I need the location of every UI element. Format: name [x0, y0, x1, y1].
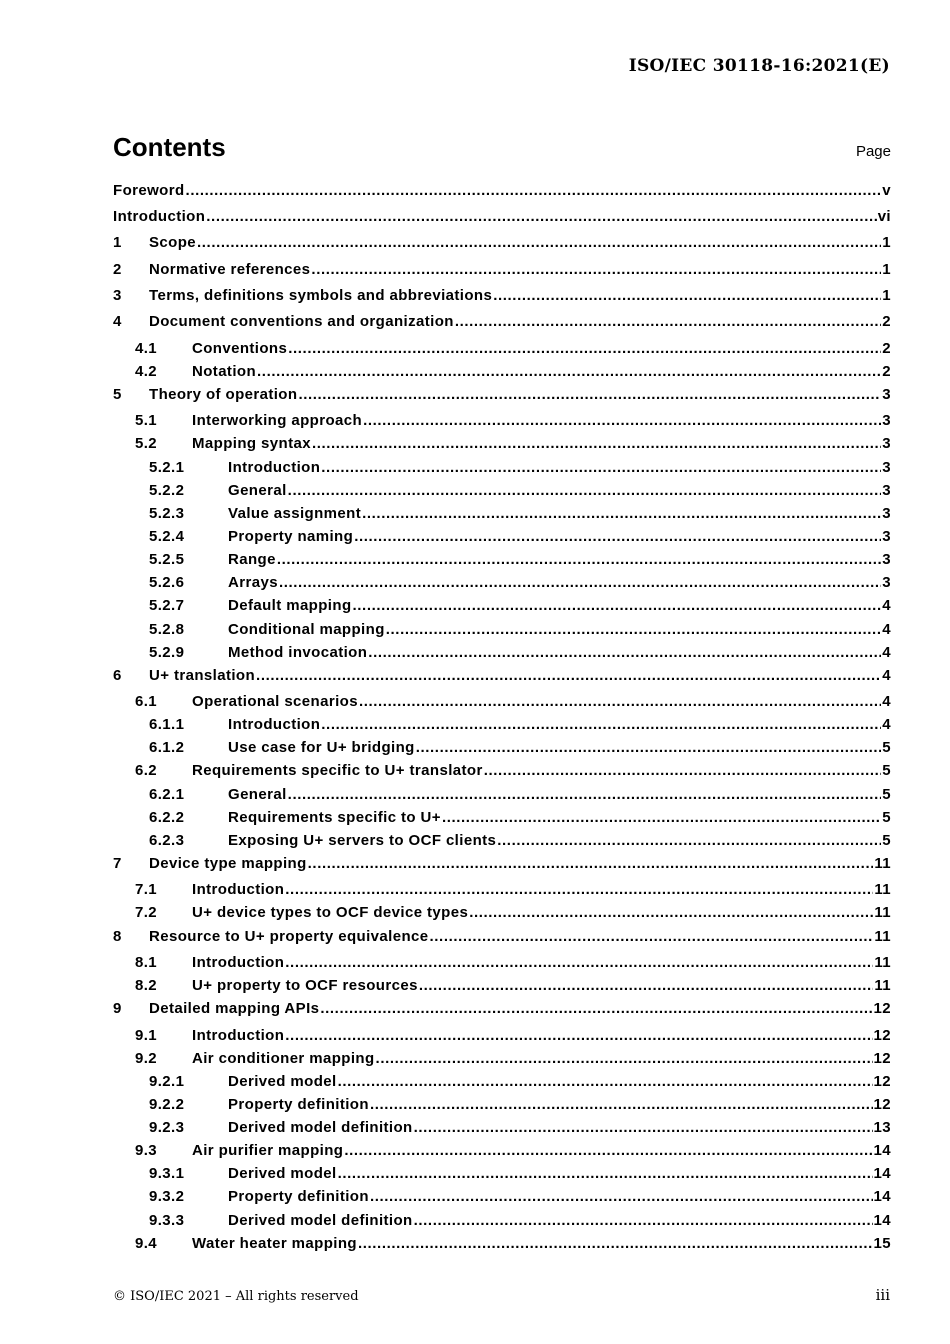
toc-entry-page[interactable]: 14	[873, 1165, 891, 1182]
toc-entry-label[interactable]: Conditional mapping	[228, 621, 385, 638]
dot-leader	[186, 181, 882, 201]
toc-entry-number: 9.3	[135, 1142, 158, 1159]
toc-entry[interactable]	[113, 1211, 891, 1231]
toc-entry-page[interactable]: 4	[882, 621, 891, 638]
toc-entry-label[interactable]: Introduction	[113, 208, 206, 225]
toc-entry[interactable]	[113, 286, 891, 306]
toc-entry-page[interactable]: 3	[882, 386, 891, 403]
toc-entry-page[interactable]: 11	[874, 881, 891, 898]
toc-entry-number: 5.2.8	[149, 621, 185, 638]
toc-entry-page[interactable]: 4	[882, 644, 891, 661]
toc-entry-page[interactable]: 3	[882, 412, 891, 429]
toc-entry-number: 7.2	[135, 904, 158, 921]
toc-entry-page[interactable]: 5	[882, 786, 891, 803]
toc-entry[interactable]	[113, 596, 891, 616]
dot-leader	[321, 458, 881, 478]
toc-entry-page[interactable]: 3	[882, 574, 891, 591]
toc-entry-label[interactable]: Range	[228, 551, 276, 568]
toc-entry-page[interactable]: 12	[873, 1000, 891, 1017]
toc-entry-number: 6.1.2	[149, 739, 185, 756]
toc-entry-label[interactable]: Terms, definitions symbols and abbreviations	[149, 287, 493, 304]
page-number: iii	[875, 1286, 890, 1304]
toc-entry-label[interactable]: Arrays	[228, 574, 278, 591]
toc-entry[interactable]	[113, 1164, 891, 1184]
toc-entry-number: 9.2.3	[149, 1119, 185, 1136]
toc-entry[interactable]	[113, 411, 891, 431]
dot-leader	[484, 761, 882, 781]
toc-entry-number: 9.2.2	[149, 1096, 185, 1113]
toc-entry-label[interactable]: Introduction	[192, 881, 285, 898]
toc-entry-number: 6.2	[135, 762, 158, 779]
dot-leader	[344, 1141, 872, 1161]
toc-entry[interactable]	[113, 1187, 891, 1207]
toc-entry-page[interactable]: 2	[882, 340, 891, 357]
dot-leader	[257, 362, 881, 382]
toc-entry-label[interactable]: Introduction	[192, 1027, 285, 1044]
dot-leader	[368, 643, 881, 663]
toc-entry-label[interactable]: Resource to U+ property equivalence	[149, 928, 429, 945]
toc-entry[interactable]	[113, 339, 891, 359]
toc-entry[interactable]	[113, 504, 891, 524]
toc-entry-number: 5.2.6	[149, 574, 185, 591]
toc-entry-page[interactable]: 3	[882, 528, 891, 545]
toc-entry[interactable]	[113, 481, 891, 501]
toc-entry[interactable]	[113, 999, 891, 1019]
toc-entry-page[interactable]: 3	[882, 482, 891, 499]
toc-entry-label[interactable]: Device type mapping	[149, 855, 307, 872]
toc-entry-page[interactable]: 11	[874, 977, 891, 994]
toc-entry-page[interactable]: 4	[882, 597, 891, 614]
dot-leader	[308, 854, 874, 874]
dot-leader	[312, 434, 881, 454]
toc-entry[interactable]	[113, 1141, 891, 1161]
toc-entry-label[interactable]: Derived model definition	[228, 1119, 413, 1136]
toc-entry[interactable]	[113, 181, 891, 201]
toc-entry-label[interactable]: Introduction	[228, 459, 321, 476]
dot-leader	[363, 411, 881, 431]
dot-leader	[455, 312, 881, 332]
toc-entry-number: 5.2	[135, 435, 158, 452]
toc-entry-page[interactable]: 4	[882, 716, 891, 733]
dot-leader	[414, 1211, 873, 1231]
toc-entry-page[interactable]: 1	[882, 234, 891, 251]
toc-entry-page[interactable]: 13	[873, 1119, 891, 1136]
toc-entry-label[interactable]: Water heater mapping	[192, 1235, 357, 1252]
toc-entry-number: 9.3.2	[149, 1188, 185, 1205]
dot-leader	[197, 233, 881, 253]
toc-entry-page[interactable]: 11	[874, 855, 891, 872]
toc-entry-number: 5.1	[135, 412, 158, 429]
toc-entry-label[interactable]: Air purifier mapping	[192, 1142, 344, 1159]
toc-entry-number: 9.4	[135, 1235, 158, 1252]
toc-entry[interactable]	[113, 927, 891, 947]
dot-leader	[277, 550, 881, 570]
dot-leader	[285, 1026, 872, 1046]
toc-entry-page[interactable]: 5	[882, 809, 891, 826]
copyright-notice: © ISO/IEC 2021 – All rights reserved	[113, 1289, 359, 1304]
toc-entry-page[interactable]: 2	[882, 363, 891, 380]
toc-entry-page[interactable]: 12	[873, 1073, 891, 1090]
toc-entry[interactable]	[113, 260, 891, 280]
toc-entry[interactable]	[113, 233, 891, 253]
toc-entry-page[interactable]: 11	[874, 904, 891, 921]
toc-entry[interactable]	[113, 738, 891, 758]
toc-entry-number: 9	[113, 1000, 122, 1017]
toc-entry-number: 5.2.7	[149, 597, 185, 614]
toc-entry[interactable]	[113, 458, 891, 478]
toc-entry-number: 9.2	[135, 1050, 158, 1067]
toc-entry-number: 6.1.1	[149, 716, 185, 733]
toc-entry[interactable]	[113, 831, 891, 851]
toc-entry-label[interactable]: U+ device types to OCF device types	[192, 904, 469, 921]
dot-leader	[298, 385, 881, 405]
dot-leader	[338, 1164, 873, 1184]
toc-entry-label[interactable]: Air conditioner mapping	[192, 1050, 375, 1067]
toc-entry-label[interactable]: Detailed mapping APIs	[149, 1000, 320, 1017]
toc-entry[interactable]	[113, 785, 891, 805]
toc-entry[interactable]	[113, 643, 891, 663]
toc-entry-number: 8	[113, 928, 122, 945]
dot-leader	[288, 785, 882, 805]
dot-leader	[419, 976, 873, 996]
toc-entry-page[interactable]: vi	[877, 208, 891, 225]
toc-entry-number: 9.3.3	[149, 1212, 185, 1229]
toc-entry[interactable]	[113, 854, 891, 874]
toc-entry-number: 3	[113, 287, 122, 304]
toc-entry[interactable]	[113, 207, 891, 227]
toc-entry[interactable]	[113, 976, 891, 996]
toc-entry-number: 6.2.2	[149, 809, 185, 826]
toc-entry[interactable]	[113, 692, 891, 712]
dot-leader	[288, 481, 882, 501]
dot-leader	[279, 573, 881, 593]
toc-entry-page[interactable]: 5	[882, 832, 891, 849]
toc-entry-label[interactable]: Use case for U+ bridging	[228, 739, 415, 756]
dot-leader	[430, 927, 874, 947]
toc-entry-label[interactable]: Notation	[192, 363, 257, 380]
page-title: Contents	[113, 132, 226, 162]
toc-entry-number: 5.2.9	[149, 644, 185, 661]
toc-entry[interactable]	[113, 880, 891, 900]
dot-leader	[442, 808, 881, 828]
dot-leader	[370, 1095, 873, 1115]
toc-entry-number: 7.1	[135, 881, 158, 898]
toc-entry[interactable]	[113, 1049, 891, 1069]
toc-entry-page[interactable]: 3	[882, 459, 891, 476]
toc-entry[interactable]	[113, 362, 891, 382]
toc-entry-label[interactable]: Conventions	[192, 340, 288, 357]
toc-entry-label[interactable]: Interworking approach	[192, 412, 363, 429]
toc-entry-page[interactable]: 4	[882, 693, 891, 710]
toc-entry[interactable]	[113, 434, 891, 454]
dot-leader	[370, 1187, 873, 1207]
toc-entry-page[interactable]: 1	[882, 287, 891, 304]
toc-entry-label[interactable]: Exposing U+ servers to OCF clients	[228, 832, 497, 849]
toc-entry-label[interactable]: Property definition	[228, 1188, 369, 1205]
dot-leader	[414, 1118, 873, 1138]
toc-entry-number: 5.2.4	[149, 528, 185, 545]
toc-entry-page[interactable]: 4	[882, 667, 891, 684]
dot-leader	[338, 1072, 873, 1092]
toc-entry-page[interactable]: 14	[873, 1188, 891, 1205]
toc-entry-number: 7	[113, 855, 122, 872]
dot-leader	[206, 207, 876, 227]
toc-entry-page[interactable]: 12	[873, 1027, 891, 1044]
toc-entry-label[interactable]: Introduction	[228, 716, 321, 733]
toc-entry-number: 1	[113, 234, 122, 251]
toc-entry-page[interactable]: 14	[873, 1212, 891, 1229]
dot-leader	[256, 666, 881, 686]
dot-leader	[497, 831, 881, 851]
toc-entry-number: 9.1	[135, 1027, 158, 1044]
dot-leader	[285, 880, 873, 900]
toc-entry-number: 5.2.5	[149, 551, 185, 568]
toc-entry-number: 5.2.2	[149, 482, 185, 499]
toc-entry-label[interactable]: U+ property to OCF resources	[192, 977, 418, 994]
toc-entry[interactable]	[113, 1072, 891, 1092]
toc-entry[interactable]	[113, 808, 891, 828]
toc-entry-page[interactable]: 5	[882, 762, 891, 779]
toc-entry-page[interactable]: 15	[873, 1235, 891, 1252]
toc-entry[interactable]	[113, 761, 891, 781]
toc-entry-number: 8.2	[135, 977, 158, 994]
toc-entry[interactable]	[113, 715, 891, 735]
toc-entry-page[interactable]: v	[882, 182, 891, 199]
toc-entry[interactable]	[113, 620, 891, 640]
toc-entry-label[interactable]: Method invocation	[228, 644, 368, 661]
dot-leader	[353, 596, 882, 616]
toc-entry-page[interactable]: 5	[882, 739, 891, 756]
toc-entry-label[interactable]: Derived model	[228, 1165, 337, 1182]
toc-entry-number: 4	[113, 313, 122, 330]
table-of-contents	[113, 0, 891, 1344]
toc-entry[interactable]	[113, 953, 891, 973]
toc-entry-page[interactable]: 3	[882, 505, 891, 522]
toc-entry-number: 2	[113, 261, 122, 278]
toc-entry-label[interactable]: Value assignment	[228, 505, 362, 522]
toc-entry-number: 6	[113, 667, 122, 684]
dot-leader	[285, 953, 873, 973]
toc-entry-label[interactable]: Default mapping	[228, 597, 352, 614]
toc-entry-label[interactable]: General	[228, 482, 287, 499]
toc-entry-label[interactable]: Normative references	[149, 261, 311, 278]
toc-entry-number: 5	[113, 386, 122, 403]
toc-entry-label[interactable]: Derived model	[228, 1073, 337, 1090]
document-id: ISO/IEC 30118-16:2021(E)	[628, 56, 890, 76]
toc-entry-page[interactable]: 14	[873, 1142, 891, 1159]
toc-entry-label[interactable]: Requirements specific to U+	[228, 809, 441, 826]
toc-entry-label[interactable]: Property definition	[228, 1096, 369, 1113]
toc-entry-page[interactable]: 11	[874, 954, 891, 971]
toc-entry[interactable]	[113, 573, 891, 593]
dot-leader	[386, 620, 881, 640]
toc-entry-number: 4.1	[135, 340, 158, 357]
toc-entry-page[interactable]: 2	[882, 313, 891, 330]
dot-leader	[321, 715, 881, 735]
dot-leader	[359, 692, 881, 712]
dot-leader	[288, 339, 881, 359]
dot-leader	[354, 527, 881, 547]
toc-entry-number: 5.2.3	[149, 505, 185, 522]
toc-entry-page[interactable]: 3	[882, 435, 891, 452]
toc-entry[interactable]	[113, 385, 891, 405]
toc-entry[interactable]	[113, 1234, 891, 1254]
dot-leader	[311, 260, 881, 280]
toc-entry-label[interactable]: Foreword	[113, 182, 185, 199]
toc-entry-label[interactable]: Operational scenarios	[192, 693, 358, 710]
toc-entry-label[interactable]: Property naming	[228, 528, 354, 545]
dot-leader	[493, 286, 881, 306]
toc-entry[interactable]	[113, 550, 891, 570]
toc-entry-label[interactable]: Theory of operation	[149, 386, 298, 403]
toc-entry-number: 8.1	[135, 954, 158, 971]
toc-entry-page[interactable]: 11	[874, 928, 891, 945]
dot-leader	[469, 903, 873, 923]
toc-entry-label[interactable]: Document conventions and organization	[149, 313, 454, 330]
toc-entry[interactable]	[113, 312, 891, 332]
toc-entry-number: 5.2.1	[149, 459, 185, 476]
toc-entry-label[interactable]: Mapping syntax	[192, 435, 311, 452]
toc-entry-number: 9.2.1	[149, 1073, 185, 1090]
toc-entry-number: 6.2.3	[149, 832, 185, 849]
dot-leader	[376, 1049, 873, 1069]
toc-entry-number: 6.2.1	[149, 786, 185, 803]
toc-entry-number: 6.1	[135, 693, 158, 710]
toc-entry-label[interactable]: U+ translation	[149, 667, 256, 684]
dot-leader	[362, 504, 881, 524]
toc-entry-label[interactable]: General	[228, 786, 287, 803]
toc-entry-label[interactable]: Requirements specific to U+ translator	[192, 762, 483, 779]
toc-entry[interactable]	[113, 666, 891, 686]
toc-entry-label[interactable]: Derived model definition	[228, 1212, 413, 1229]
toc-entry[interactable]	[113, 1118, 891, 1138]
dot-leader	[358, 1234, 873, 1254]
toc-entry-page[interactable]: 12	[873, 1096, 891, 1113]
toc-entry-label[interactable]: Scope	[149, 234, 197, 251]
dot-leader	[416, 738, 882, 758]
toc-entry-page[interactable]: 12	[873, 1050, 891, 1067]
toc-entry[interactable]	[113, 1095, 891, 1115]
toc-entry[interactable]	[113, 903, 891, 923]
dot-leader	[320, 999, 872, 1019]
toc-entry-number: 4.2	[135, 363, 158, 380]
toc-entry-page[interactable]: 1	[882, 261, 891, 278]
toc-entry-label[interactable]: Introduction	[192, 954, 285, 971]
toc-entry[interactable]	[113, 527, 891, 547]
page-column-label: Page	[855, 143, 891, 160]
toc-entry-number: 9.3.1	[149, 1165, 185, 1182]
toc-entry-page[interactable]: 3	[882, 551, 891, 568]
toc-entry[interactable]	[113, 1026, 891, 1046]
